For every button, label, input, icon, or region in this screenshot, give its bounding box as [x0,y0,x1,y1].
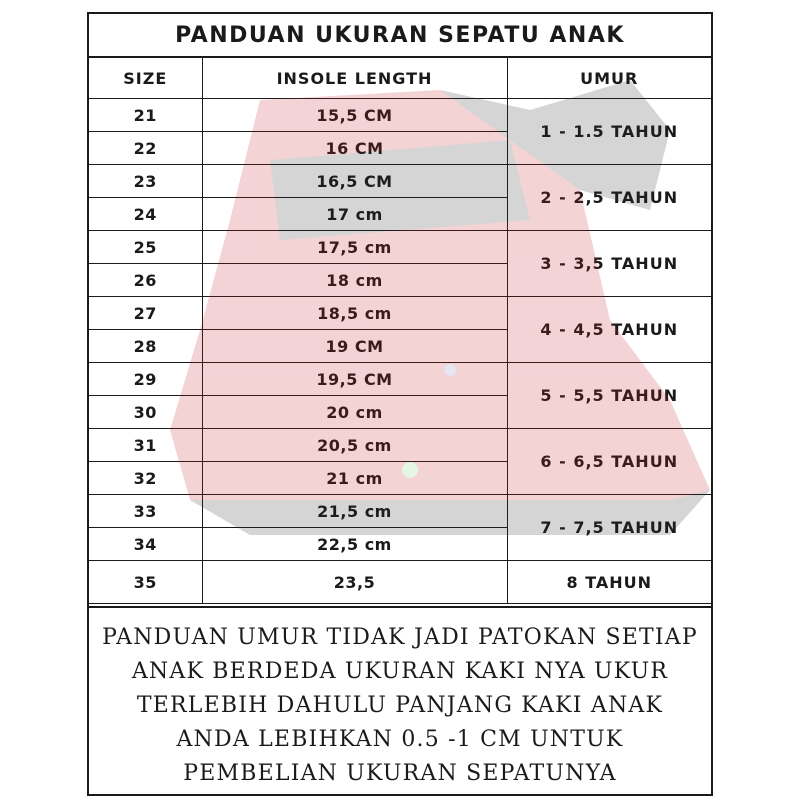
sizing-note-text: PANDUAN UMUR TIDAK JADI PATOKAN SETIAP ANAK BERDEDA UKURAN KAKI NYA UKUR TERLEBIH DAHULU PANJANG KAKI ANAK ANDA LEBIHKAN 0.5 -1 CM UNTUK PEMBELIAN UKURAN SEPATUNYA [102,625,698,786]
table-row [89,297,711,330]
age-cell: 4 - 4,5 TAHUN [507,297,711,363]
insole-cell: 20,5 cm [202,429,507,462]
age-cell: 3 - 3,5 TAHUN [507,231,711,297]
table-header-row [89,58,711,99]
insole-cell: 17,5 cm [202,231,507,264]
table-row [89,495,711,528]
age-cell: 7 - 7,5 TAHUN [507,495,711,561]
table-row [89,561,711,604]
size-cell: 22 [89,132,202,165]
size-cell: 25 [89,231,202,264]
size-cell: 28 [89,330,202,363]
size-cell: 34 [89,528,202,561]
age-cell: 6 - 6,5 TAHUN [507,429,711,495]
size-cell: 33 [89,495,202,528]
size-cell: 27 [89,297,202,330]
size-table [89,58,711,604]
table-row [89,99,711,132]
size-cell: 31 [89,429,202,462]
size-cell: 32 [89,462,202,495]
page-title: PANDUAN UKURAN SEPATU ANAK [89,14,711,58]
insole-cell: 19 CM [202,330,507,363]
insole-cell: 19,5 CM [202,363,507,396]
table-row [89,429,711,462]
table-row [89,363,711,396]
insole-cell: 21,5 cm [202,495,507,528]
insole-cell: 16 CM [202,132,507,165]
size-cell: 26 [89,264,202,297]
age-cell: 5 - 5,5 TAHUN [507,363,711,429]
insole-cell: 20 cm [202,396,507,429]
insole-cell: 21 cm [202,462,507,495]
insole-cell: 16,5 CM [202,165,507,198]
insole-cell: 18 cm [202,264,507,297]
insole-cell: 22,5 cm [202,528,507,561]
insole-cell: 23,5 [202,561,507,604]
header-insole-length: INSOLE LENGTH [202,58,507,99]
size-cell: 30 [89,396,202,429]
size-cell: 23 [89,165,202,198]
sizing-note [89,606,711,794]
age-cell: 8 TAHUN [507,561,711,604]
size-cell: 29 [89,363,202,396]
size-guide-sheet [87,12,713,796]
table-row [89,165,711,198]
insole-cell: 17 cm [202,198,507,231]
insole-cell: 18,5 cm [202,297,507,330]
insole-cell: 15,5 CM [202,99,507,132]
table-row [89,231,711,264]
size-cell: 35 [89,561,202,604]
header-umur: UMUR [507,58,711,99]
size-cell: 24 [89,198,202,231]
size-cell: 21 [89,99,202,132]
age-cell: 1 - 1.5 TAHUN [507,99,711,165]
header-size: SIZE [89,58,202,99]
age-cell: 2 - 2,5 TAHUN [507,165,711,231]
